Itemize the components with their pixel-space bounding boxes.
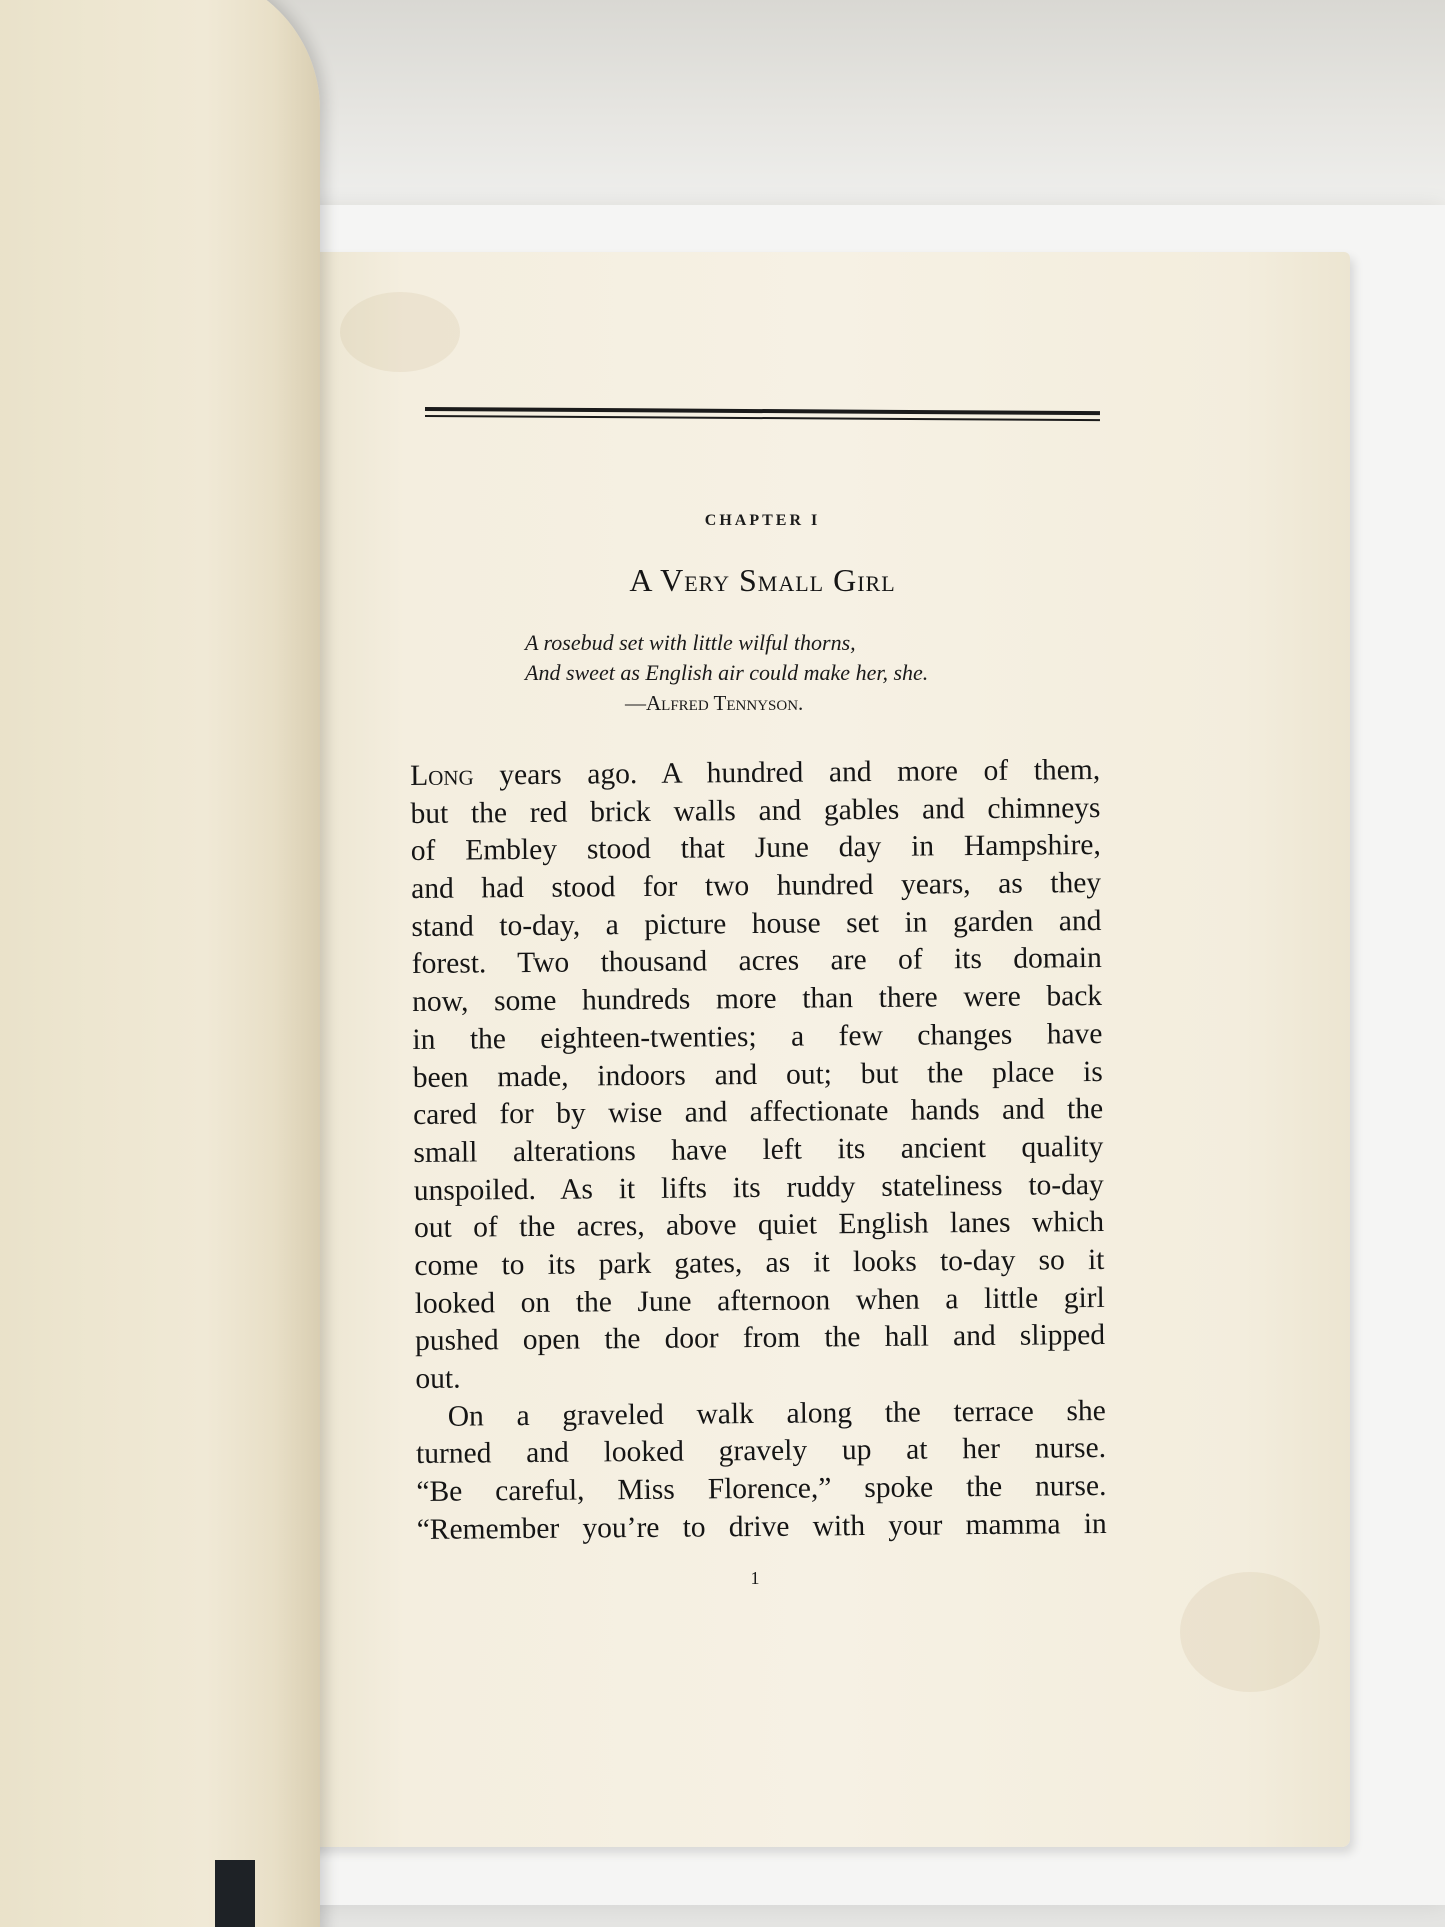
text-line: forest. Two thousand acres are of its domain: [411, 942, 1102, 981]
text-line: stand to-day, a picture house set in garden and: [411, 904, 1102, 943]
epigraph-line: And sweet as English air could make her, she.: [525, 660, 929, 685]
text-line: in the eighteen-twenties; a few changes have: [412, 1017, 1103, 1056]
text-line: out of the acres, above quiet English lanes which: [413, 1206, 1105, 1245]
text-line: “Remember you’re to drive with your mamma in: [416, 1507, 1107, 1546]
background-shadow: [250, 0, 1445, 200]
epigraph-line: A rosebud set with little wilful thorns,: [525, 630, 856, 655]
page-number: 1: [750, 1568, 760, 1588]
epigraph: [525, 628, 1005, 688]
text-line: looked on the June afternoon when a little girl: [414, 1281, 1105, 1320]
text-line: Long years ago. A hundred and more of them,: [410, 753, 1101, 792]
text-line: “Be careful, Miss Florence,” spoke the nurse.: [416, 1470, 1107, 1509]
text-line: turned and looked gravely up at her nurse.: [415, 1432, 1107, 1471]
text-line: and had stood for two hundred years, as they: [411, 867, 1102, 906]
text-line: pushed open the door from the hall and slipped: [414, 1319, 1106, 1358]
paper-stain: [1180, 1572, 1320, 1692]
text-line: now, some hundreds more than there were back: [411, 980, 1103, 1019]
text-line: been made, indoors and out; but the place is: [412, 1055, 1103, 1094]
text-line: unspoiled. As it lifts its ruddy stateliness to-day: [413, 1168, 1104, 1207]
chapter-title: A Very Small Girl: [629, 562, 896, 598]
text-line: On a graveled walk along the terrace she: [447, 1394, 1106, 1433]
text-line: of Embley stood that June day in Hampshire,: [410, 829, 1101, 868]
text-line: out.: [415, 1362, 461, 1395]
text-line: small alterations have left its ancient quality: [413, 1130, 1104, 1169]
book-binding: [215, 1860, 255, 1927]
body-text: [410, 752, 1107, 1549]
left-book-page: [0, 0, 320, 1927]
text-line: but the red brick walls and gables and chimneys: [410, 791, 1101, 830]
opening-word: Long: [410, 759, 474, 792]
text-line: cared for by wise and affectionate hands and the: [412, 1093, 1104, 1132]
chapter-label: CHAPTER I: [704, 512, 821, 529]
paper-stain: [340, 292, 460, 372]
epigraph-attribution: —Alfred Tennyson.: [625, 691, 804, 715]
text-line: come to its park gates, as it looks to-day so it: [414, 1243, 1105, 1282]
